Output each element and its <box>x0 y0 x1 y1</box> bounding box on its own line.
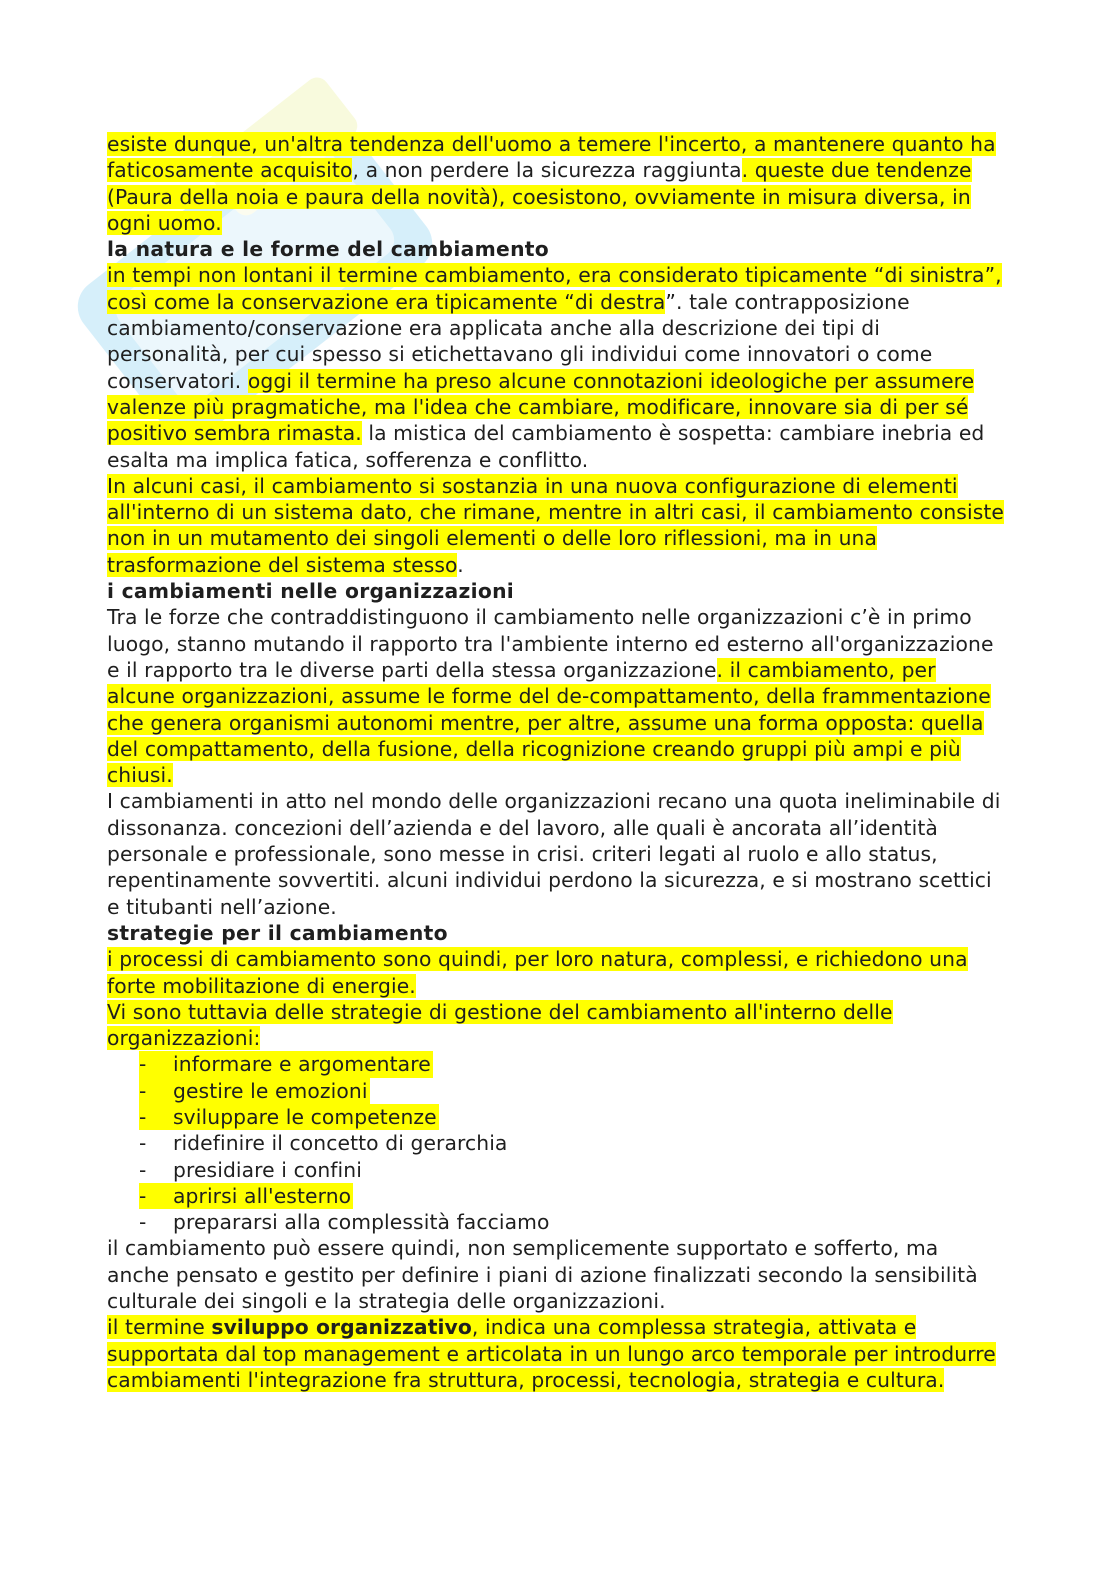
document-page <box>107 131 1007 1393</box>
text-run: la mistica del cambiamento è sospetta: cambiare inebria ed esalta ma implica fatica, sofferenza e conflitto. <box>107 421 985 472</box>
text-run: Tra le forze che contraddistinguono il cambiamento nelle organizzazioni c’è in primo luogo, stanno mutando il rapporto tra l'ambiente interno ed esterno all'organizzazione e il rapporto tra le diverse parti della stessa organizzazione <box>107 605 994 682</box>
paragraph <box>107 131 1007 236</box>
section-heading: i cambiamenti nelle organizzazioni <box>107 579 515 604</box>
highlighted-text: . il cambiamento, per alcune organizzazioni, assume le forme del de-compattamento, della frammentazione che genera organismi autonomi mentre, per altre, assume una forma opposta: quella del compattamento, della fusione, della ricognizione creando gruppi più ampi e più chiusi. <box>107 657 991 788</box>
list-item <box>139 1183 353 1209</box>
list-item <box>139 1078 370 1104</box>
list-item-text: ridefinire il concetto di gerarchia <box>173 1131 508 1156</box>
strategy-list <box>107 1051 1007 1235</box>
paragraph <box>107 999 1007 1052</box>
highlighted-text: Vi sono tuttavia delle strategie di gestione del cambiamento all'interno delle organizzazioni: <box>107 999 893 1051</box>
list-item <box>139 1209 1007 1235</box>
list-item-text: informare e argomentare <box>173 1052 431 1077</box>
dash-bullet: - <box>139 1078 147 1103</box>
section-heading: strategie per il cambiamento <box>107 920 448 945</box>
highlighted-text: i processi di cambiamento sono quindi, per loro natura, complessi, e richiedono una forte mobilitazione di energie. <box>107 947 968 998</box>
list-item-text: aprirsi all'esterno <box>173 1183 352 1208</box>
list-item <box>139 1104 439 1130</box>
text-run: il cambiamento può essere quindi, non semplicemente supportato e sofferto, ma anche pensato e gestito per definire i piani di azione finalizzati secondo la sensibilità culturale dei singoli e la strategia delle organizzazioni. <box>107 1236 978 1314</box>
list-item-text: sviluppare le competenze <box>173 1104 437 1129</box>
paragraph <box>107 788 1007 919</box>
paragraph <box>107 473 1007 578</box>
text-run: . <box>457 552 464 577</box>
paragraph <box>107 1314 1007 1393</box>
text-run: ”. tale contrapposizione cambiamento/conservazione era applicata anche alla descrizione dei tipi di personalità, per cui spesso si etichettavano gli individui come innovatori o come conservatori. <box>107 289 933 393</box>
highlighted-text: esiste dunque, un'altra tendenza dell'uomo a temere l'incerto, a mantenere quanto ha faticosamente acquisito <box>107 132 996 183</box>
dash-bullet: - <box>139 1157 147 1182</box>
list-item-text: prepararsi alla complessità facciamo <box>173 1210 550 1235</box>
list-item <box>139 1130 1007 1156</box>
highlighted-text: , indica una complessa strategia, attivata e supportata dal top management e articolata in un lungo arco temporale per introdurre cambiamenti l'integrazione fra struttura, processi, tecnologia, strategia e cultura. <box>107 1315 996 1392</box>
paragraph <box>107 262 1007 472</box>
list-item <box>139 1051 433 1077</box>
dash-bullet: - <box>139 1104 147 1129</box>
paragraph <box>107 604 1007 788</box>
highlighted-text: oggi il termine ha preso alcune connotazioni ideologiche per assumere valenze più pragmatiche, ma l'idea che cambiare, modificare, innovare sia di per sé positivo sembra rimasta. <box>107 368 975 446</box>
list-item-text: gestire le emozioni <box>173 1078 368 1103</box>
text-run: I cambiamenti in atto nel mondo delle organizzazioni recano una quota ineliminabile di dissonanza. concezioni dell’azienda e del lavoro, alle quali è ancorata all’identità personale e professionale, sono messe in crisi. criteri legati al ruolo e allo status, repentinamente sovvertiti. alcuni individui perdono la sicurezza, e si mostrano scettici e titubanti nell’azione. <box>107 789 1001 919</box>
highlighted-text: il termine <box>107 1315 212 1340</box>
list-item <box>139 1157 1007 1183</box>
highlighted-text: . queste due tendenze (Paura della noia e paura della novità), coesistono, ovviamente in misura diversa, in ogni uomo. <box>107 158 972 235</box>
highlighted-text: In alcuni casi, il cambiamento si sostanzia in una nuova configurazione di elementi all'interno di un sistema dato, che rimane, mentre in altri casi, il cambiamento consiste non in un mutamento dei singoli elementi o delle loro riflessioni, ma in una trasformazione del sistema stesso <box>107 473 1004 577</box>
dash-bullet: - <box>139 1210 147 1235</box>
highlighted-text: in tempi non lontani il termine cambiamento, era considerato tipicamente “di sinistra”, così come la conservazione era tipicamente “di destra <box>107 263 1002 314</box>
section-heading: la natura e le forme del cambiamento <box>107 237 550 262</box>
highlighted-text: sviluppo organizzativo <box>211 1315 472 1340</box>
paragraph <box>107 1235 1007 1314</box>
dash-bullet: - <box>139 1052 147 1077</box>
dash-bullet: - <box>139 1183 147 1208</box>
dash-bullet: - <box>139 1131 147 1156</box>
list-item-text: presidiare i confini <box>173 1157 362 1182</box>
paragraph <box>107 946 1007 999</box>
text-run: , a non perdere la sicurezza raggiunta <box>352 158 742 183</box>
